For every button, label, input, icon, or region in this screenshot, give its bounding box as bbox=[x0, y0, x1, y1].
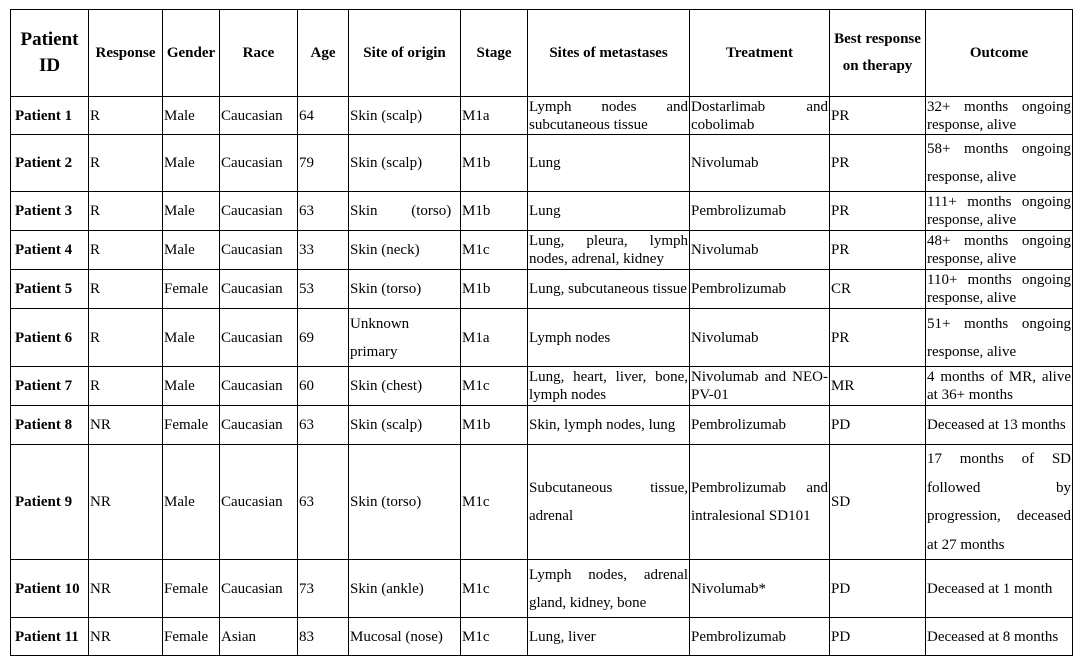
table-row bbox=[11, 309, 1073, 367]
cell-sites-of-metastases: Lung, liver bbox=[528, 618, 690, 656]
table-row bbox=[11, 231, 1073, 270]
cell-age: 63 bbox=[298, 192, 349, 231]
cell-race: Caucasian bbox=[220, 135, 298, 192]
cell-sites-of-metastases: Lung, heart, liver, bone, lymph nodes bbox=[528, 367, 690, 406]
cell-outcome: 110+ months ongoing response, alive bbox=[926, 270, 1073, 309]
cell-outcome: 58+ months ongoing response, alive bbox=[926, 135, 1073, 192]
cell-age: 64 bbox=[298, 97, 349, 135]
header-site-of-origin: Site of origin bbox=[349, 10, 461, 97]
cell-gender: Male bbox=[163, 367, 220, 406]
cell-stage: M1b bbox=[461, 406, 528, 445]
header-sites-of-metastases: Sites of metastases bbox=[528, 10, 690, 97]
cell-race: Caucasian bbox=[220, 406, 298, 445]
cell-age: 53 bbox=[298, 270, 349, 309]
header-response: Response bbox=[89, 10, 163, 97]
cell-best-response: PR bbox=[830, 309, 926, 367]
cell-patient-id: Patient 4 bbox=[11, 231, 89, 270]
header-patient-id: Patient ID bbox=[11, 10, 89, 97]
cell-outcome: 32+ months ongoing response, alive bbox=[927, 98, 1071, 133]
cell-stage: M1a bbox=[461, 97, 528, 135]
header-stage: Stage bbox=[461, 10, 528, 97]
cell-patient-id: Patient 2 bbox=[11, 135, 89, 192]
cell-response: R bbox=[89, 135, 163, 192]
cell-best-response: PR bbox=[830, 97, 926, 135]
cell-treatment: Nivolumab bbox=[690, 231, 830, 270]
cell-treatment: Nivolumab and NEO-PV-01 bbox=[690, 367, 830, 406]
cell-stage: M1b bbox=[461, 270, 528, 309]
cell-site-of-origin: Skin (scalp) bbox=[349, 135, 461, 192]
cell-gender: Male bbox=[163, 135, 220, 192]
header-gender: Gender bbox=[163, 10, 220, 97]
cell-patient-id: Patient 3 bbox=[11, 192, 89, 231]
table-row bbox=[11, 270, 1073, 309]
cell-patient-id: Patient 5 bbox=[11, 270, 89, 309]
cell-age: 69 bbox=[298, 309, 349, 367]
table-row bbox=[11, 560, 1073, 618]
cell-site-of-origin: Skin (torso) bbox=[349, 445, 461, 560]
cell-patient-id: Patient 8 bbox=[11, 406, 89, 445]
cell-gender: Female bbox=[163, 270, 220, 309]
cell-gender: Male bbox=[163, 192, 220, 231]
cell-best-response: PD bbox=[830, 406, 926, 445]
cell-age: 63 bbox=[298, 445, 349, 560]
cell-site-of-origin: Skin (torso) bbox=[349, 270, 461, 309]
cell-race: Caucasian bbox=[220, 367, 298, 406]
cell-treatment: Nivolumab* bbox=[690, 560, 830, 618]
cell-gender: Female bbox=[163, 560, 220, 618]
cell-site-of-origin: Skin (chest) bbox=[349, 367, 461, 406]
cell-race: Caucasian bbox=[220, 309, 298, 367]
header-race: Race bbox=[220, 10, 298, 97]
cell-best-response: MR bbox=[830, 367, 926, 406]
cell-response: R bbox=[89, 309, 163, 367]
cell-stage: M1a bbox=[461, 309, 528, 367]
cell-sites-of-metastases: Lymph nodes and subcutaneous tissue bbox=[529, 98, 688, 133]
cell-age: 79 bbox=[298, 135, 349, 192]
cell-gender: Male bbox=[163, 97, 220, 135]
patient-characteristics-table bbox=[10, 9, 1073, 656]
cell-gender: Female bbox=[163, 406, 220, 445]
cell-age: 73 bbox=[298, 560, 349, 618]
cell-best-response: PR bbox=[830, 135, 926, 192]
cell-response: NR bbox=[89, 560, 163, 618]
cell-best-response: SD bbox=[830, 445, 926, 560]
cell-site-of-origin: Skin (torso) bbox=[349, 192, 461, 231]
cell-stage: M1b bbox=[461, 135, 528, 192]
cell-race: Caucasian bbox=[220, 560, 298, 618]
cell-race: Caucasian bbox=[220, 192, 298, 231]
table-row bbox=[11, 445, 1073, 560]
cell-treatment: Nivolumab bbox=[690, 309, 830, 367]
cell-race: Asian bbox=[220, 618, 298, 656]
cell-response: NR bbox=[89, 618, 163, 656]
cell-sites-of-metastases: Lung bbox=[528, 135, 690, 192]
cell-stage: M1c bbox=[461, 560, 528, 618]
cell-response: R bbox=[89, 192, 163, 231]
cell-patient-id: Patient 6 bbox=[11, 309, 89, 367]
cell-patient-id: Patient 11 bbox=[11, 618, 89, 656]
cell-site-of-origin: Skin (scalp) bbox=[349, 97, 461, 135]
cell-race: Caucasian bbox=[220, 270, 298, 309]
table-row bbox=[11, 618, 1073, 656]
patient-table-container bbox=[10, 9, 1073, 656]
cell-outcome: 4 months of MR, alive at 36+ months bbox=[926, 367, 1073, 406]
cell-treatment: Pembrolizumab bbox=[690, 406, 830, 445]
cell-outcome: 48+ months ongoing response, alive bbox=[926, 231, 1073, 270]
header-treatment: Treatment bbox=[690, 10, 830, 97]
cell-treatment: Pembrolizumab bbox=[690, 618, 830, 656]
header-row bbox=[11, 10, 1073, 97]
cell-age: 63 bbox=[298, 406, 349, 445]
cell-gender: Male bbox=[163, 445, 220, 560]
cell-sites-of-metastases: Lung, subcutaneous tissue bbox=[528, 270, 690, 309]
cell-outcome: Deceased at 1 month bbox=[926, 560, 1073, 618]
cell-site-of-origin: Skin (neck) bbox=[349, 231, 461, 270]
cell-stage: M1b bbox=[461, 192, 528, 231]
cell-age: 60 bbox=[298, 367, 349, 406]
cell-patient-id: Patient 10 bbox=[11, 560, 89, 618]
cell-site-of-origin: Unknown primary bbox=[349, 309, 461, 367]
cell-response: NR bbox=[89, 406, 163, 445]
cell-outcome: 17 months of SD followed by progression, deceased at 27 months bbox=[926, 445, 1073, 560]
cell-treatment: Nivolumab bbox=[690, 135, 830, 192]
cell-race: Caucasian bbox=[220, 97, 298, 135]
cell-response: R bbox=[89, 97, 163, 135]
table-row bbox=[11, 97, 1073, 135]
cell-outcome: Deceased at 13 months bbox=[926, 406, 1073, 445]
cell-treatment: Dostarlimab and cobolimab bbox=[691, 98, 828, 133]
cell-gender: Male bbox=[163, 309, 220, 367]
header-outcome: Outcome bbox=[926, 10, 1073, 97]
cell-best-response: CR bbox=[830, 270, 926, 309]
cell-age: 83 bbox=[298, 618, 349, 656]
cell-treatment: Pembrolizumab bbox=[690, 270, 830, 309]
cell-stage: M1c bbox=[461, 231, 528, 270]
cell-response: R bbox=[89, 270, 163, 309]
cell-race: Caucasian bbox=[220, 231, 298, 270]
cell-treatment: Pembrolizumab and intralesional SD101 bbox=[690, 445, 830, 560]
cell-response: NR bbox=[89, 445, 163, 560]
cell-stage: M1c bbox=[461, 367, 528, 406]
cell-sites-of-metastases: Lung bbox=[528, 192, 690, 231]
cell-outcome: 51+ months ongoing response, alive bbox=[926, 309, 1073, 367]
cell-race: Caucasian bbox=[220, 445, 298, 560]
cell-best-response: PR bbox=[830, 192, 926, 231]
cell-stage: M1c bbox=[461, 445, 528, 560]
cell-stage: M1c bbox=[461, 618, 528, 656]
cell-age: 33 bbox=[298, 231, 349, 270]
cell-sites-of-metastases: Lung, pleura, lymph nodes, adrenal, kidney bbox=[528, 231, 690, 270]
cell-gender: Female bbox=[163, 618, 220, 656]
table-row bbox=[11, 367, 1073, 406]
header-best-response: Best response on therapy bbox=[830, 10, 926, 97]
cell-sites-of-metastases: Lymph nodes, adrenal gland, kidney, bone bbox=[528, 560, 690, 618]
cell-best-response: PR bbox=[830, 231, 926, 270]
cell-best-response: PD bbox=[830, 618, 926, 656]
cell-site-of-origin: Mucosal (nose) bbox=[349, 618, 461, 656]
cell-site-of-origin: Skin (ankle) bbox=[349, 560, 461, 618]
cell-treatment: Pembrolizumab bbox=[690, 192, 830, 231]
cell-outcome: Deceased at 8 months bbox=[926, 618, 1073, 656]
cell-patient-id: Patient 1 bbox=[11, 97, 89, 135]
table-row bbox=[11, 192, 1073, 231]
cell-patient-id: Patient 9 bbox=[11, 445, 89, 560]
cell-sites-of-metastases: Subcutaneous tissue, adrenal bbox=[528, 445, 690, 560]
table-row bbox=[11, 135, 1073, 192]
cell-response: R bbox=[89, 231, 163, 270]
cell-best-response: PD bbox=[830, 560, 926, 618]
cell-response: R bbox=[89, 367, 163, 406]
cell-site-of-origin: Skin (scalp) bbox=[349, 406, 461, 445]
cell-sites-of-metastases: Skin, lymph nodes, lung bbox=[528, 406, 690, 445]
cell-sites-of-metastases: Lymph nodes bbox=[528, 309, 690, 367]
cell-outcome: 111+ months ongoing response, alive bbox=[926, 192, 1073, 231]
cell-patient-id: Patient 7 bbox=[11, 367, 89, 406]
cell-gender: Male bbox=[163, 231, 220, 270]
header-age: Age bbox=[298, 10, 349, 97]
table-row bbox=[11, 406, 1073, 445]
